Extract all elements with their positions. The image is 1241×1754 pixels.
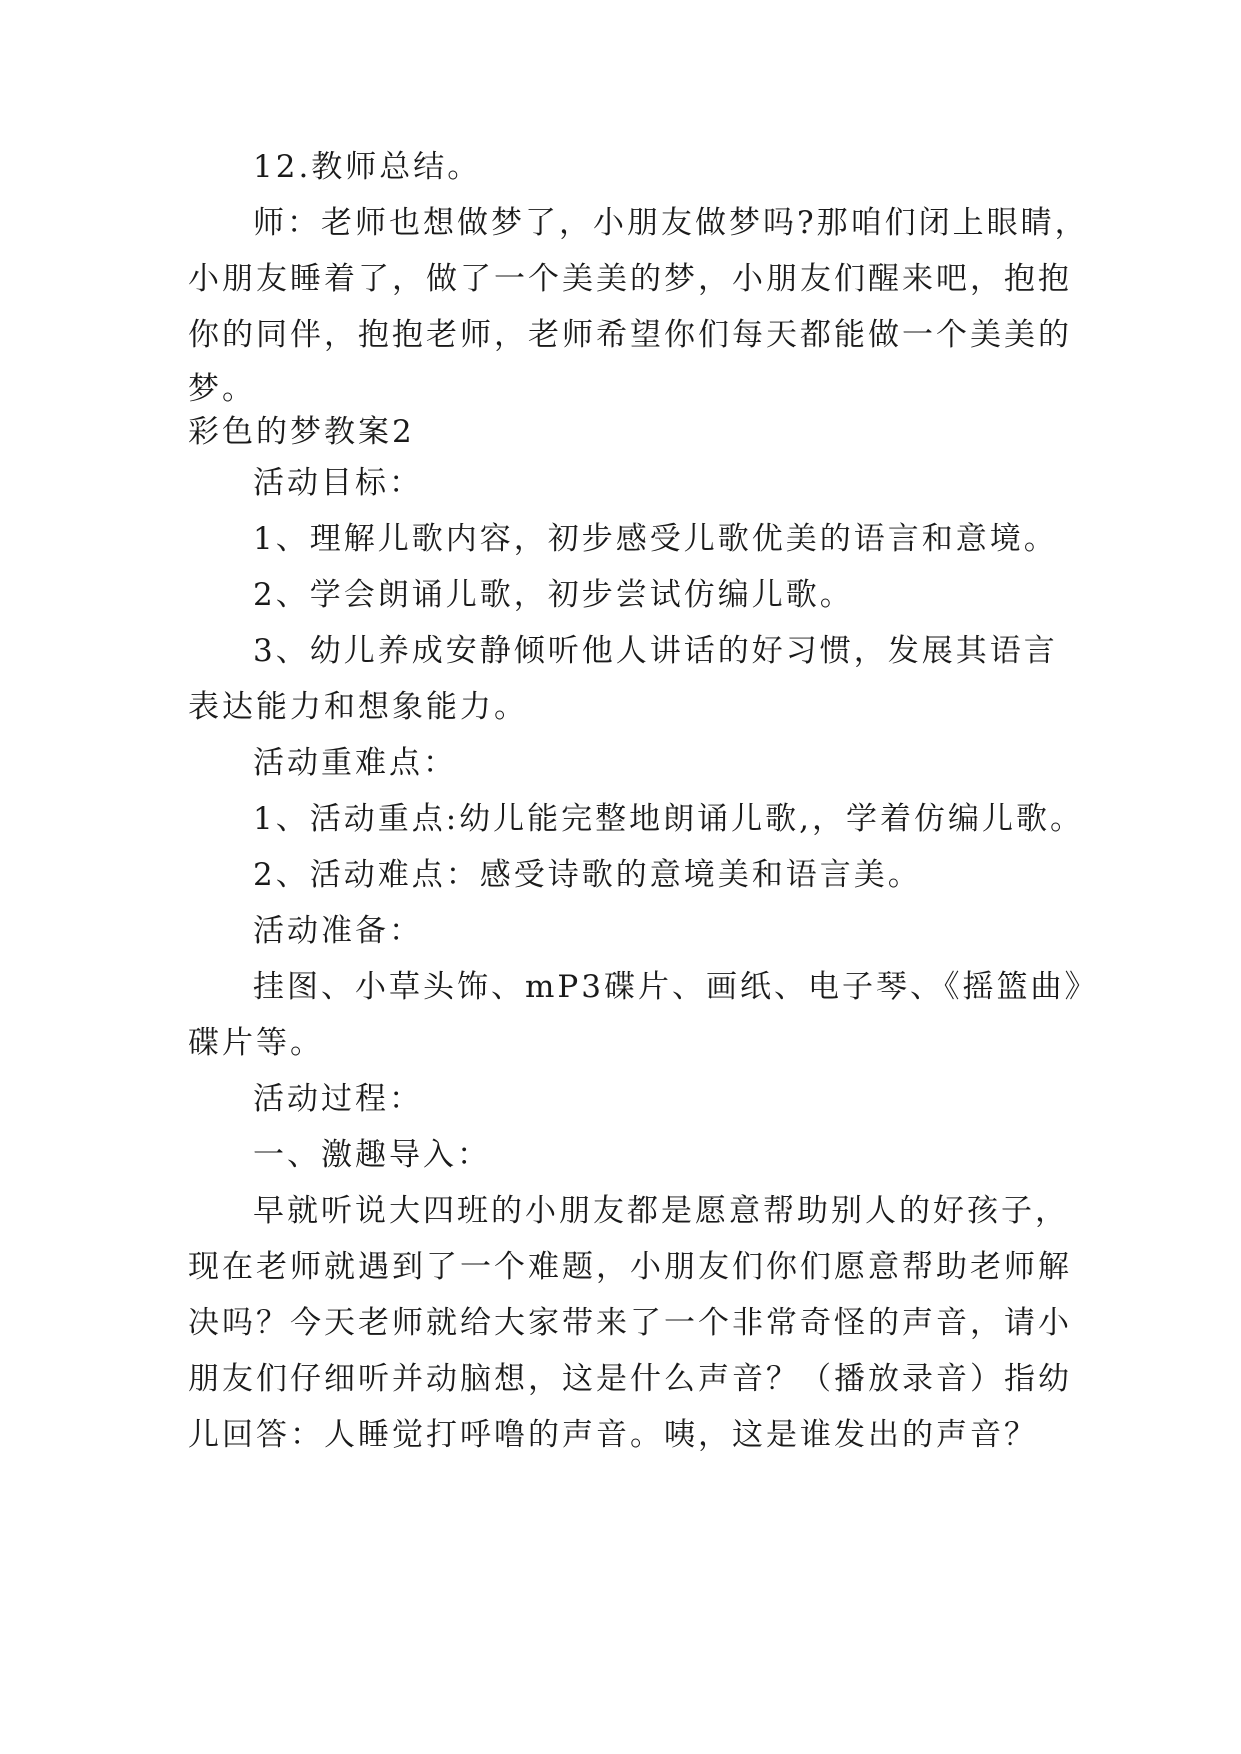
section-heading: 彩色的梦教案2 xyxy=(188,414,415,450)
list-item: 2、学会朗诵儿歌，初步尝试仿编儿歌。 xyxy=(253,577,854,613)
paragraph-line: 小朋友睡着了，做了一个美美的梦，小朋友们醒来吧，抱抱 xyxy=(188,261,1072,297)
list-item: 1、活动重点:幼儿能完整地朗诵儿歌,，学着仿编儿歌。 xyxy=(253,801,1085,837)
paragraph-line: 决吗？今天老师就给大家带来了一个非常奇怪的声音，请小 xyxy=(188,1305,1072,1341)
paragraph-line: 朋友们仔细听并动脑想，这是什么声音？（播放录音）指幼 xyxy=(188,1361,1072,1397)
paragraph-line: 儿回答：人睡觉打呼噜的声音。咦，这是谁发出的声音？ xyxy=(188,1417,1038,1453)
list-item: 2、活动难点：感受诗歌的意境美和语言美。 xyxy=(253,857,922,893)
paragraph-line: 挂图、小草头饰、mP3碟片、画纸、电子琴、《摇篮曲》 xyxy=(253,969,1099,1005)
list-item: 1、理解儿歌内容，初步感受儿歌优美的语言和意境。 xyxy=(253,521,1058,557)
list-item: 3、幼儿养成安静倾听他人讲话的好习惯，发展其语言 xyxy=(253,633,1058,669)
paragraph-line: 现在老师就遇到了一个难题，小朋友们你们愿意帮助老师解 xyxy=(188,1249,1072,1285)
paragraph-line: 梦。 xyxy=(188,371,256,407)
paragraph-line: 碟片等。 xyxy=(188,1025,324,1061)
subheading: 活动重难点： xyxy=(253,745,457,781)
paragraph-line: 你的同伴，抱抱老师，老师希望你们每天都能做一个美美的 xyxy=(188,317,1072,353)
subheading: 活动目标： xyxy=(253,465,423,501)
subheading: 一、激趣导入： xyxy=(253,1137,491,1173)
paragraph-line: 早就听说大四班的小朋友都是愿意帮助别人的好孩子， xyxy=(253,1193,1069,1229)
paragraph-line: 师：老师也想做梦了，小朋友做梦吗?那咱们闭上眼睛， xyxy=(253,205,1089,241)
subheading: 活动过程： xyxy=(253,1081,423,1117)
list-item-continuation: 表达能力和想象能力。 xyxy=(188,689,528,725)
subheading: 活动准备： xyxy=(253,913,423,949)
paragraph-line: 12.教师总结。 xyxy=(253,149,482,185)
